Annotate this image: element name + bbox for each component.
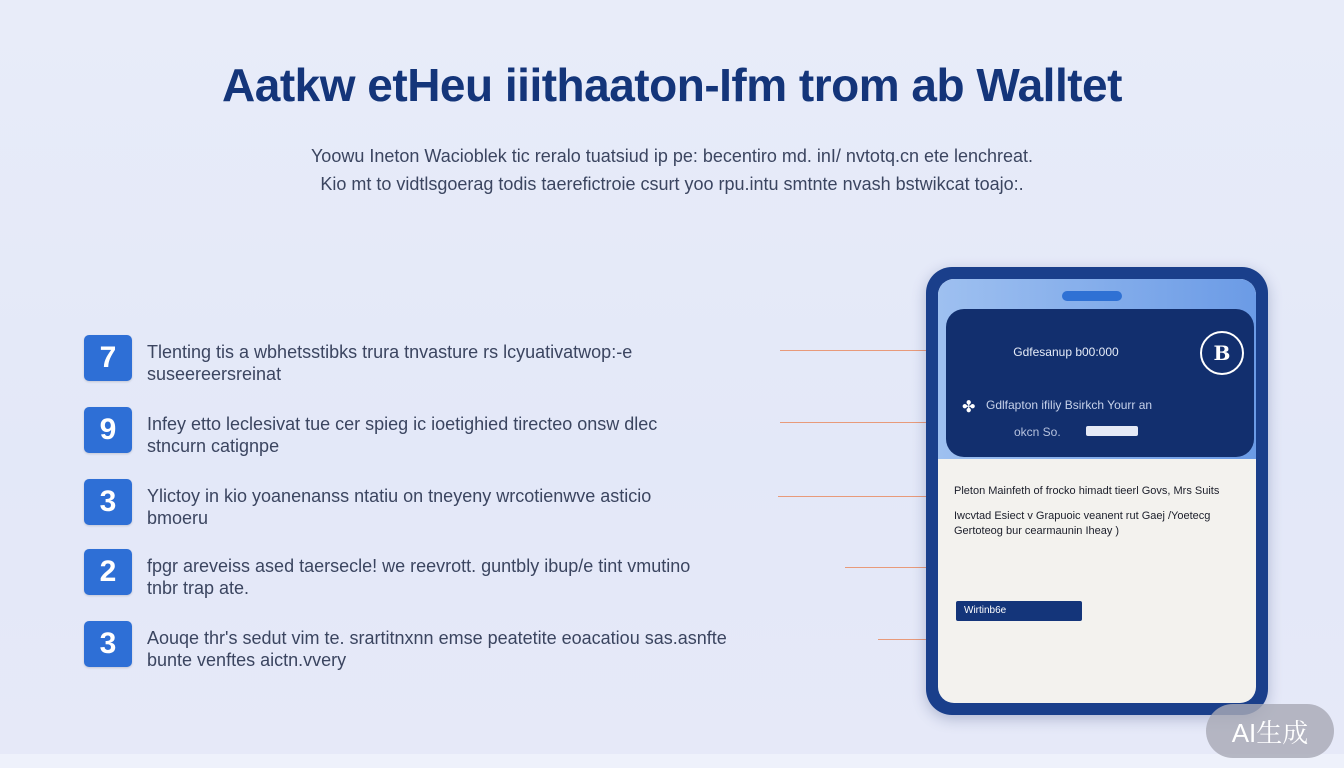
card-sub-text: okcn So. bbox=[1014, 425, 1061, 439]
step-number-badge: 2 bbox=[84, 549, 132, 595]
subtitle-line-2: Kio mt to vidtlsgoerag todis taerefictroie csurt yoo rpu.intu smtnte nvash bstwikcat toajo:. bbox=[320, 174, 1024, 194]
step-item-4 bbox=[84, 549, 884, 601]
phone-speaker bbox=[1062, 291, 1122, 301]
step-description bbox=[147, 413, 887, 457]
wallet-card[interactable] bbox=[946, 309, 1254, 457]
bitcoin-logo-icon: B bbox=[1200, 331, 1244, 375]
subtitle-line-1: Yoowu Ineton Wacioblek tic reralo tuatsiud ip pe: becentiro md. inI/ nvtotq.cn ete lenchreat. bbox=[310, 146, 1034, 166]
step-item-1 bbox=[84, 335, 884, 387]
ai-generated-badge: AI生成 bbox=[1206, 704, 1334, 758]
connector-line bbox=[780, 422, 946, 423]
step-description bbox=[147, 341, 887, 385]
step-text-line-1: Tlenting tis a wbhetsstibks trura tnvasture rs lcyuativatwop:-e bbox=[147, 342, 633, 362]
card-amount-field bbox=[1086, 426, 1138, 436]
step-description bbox=[147, 485, 887, 529]
step-item-3 bbox=[84, 479, 884, 531]
step-item-5 bbox=[84, 621, 884, 673]
step-number-badge: 3 bbox=[84, 479, 132, 525]
bottom-strip bbox=[0, 754, 1344, 768]
card-account-text: Gdlfapton ifiliy Bsirkch Yourr an bbox=[986, 398, 1153, 412]
step-text-line-2: bmoeru bbox=[147, 508, 209, 528]
phone-mockup bbox=[926, 267, 1268, 715]
step-text-line-1: Infey etto leclesivat tue cer spieg ic ioetighied tirecteo onsw dlec bbox=[147, 414, 658, 434]
step-text-line-2: stncurn catignpe bbox=[147, 436, 280, 456]
screen-paragraph-1: Pleton Mainfeth of frocko himadt tieerl Govs, Mrs Suits bbox=[954, 485, 1220, 497]
phone-screen bbox=[938, 279, 1256, 703]
step-text-line-1: fpgr areveiss ased taersecle! we reevrott. guntbly ibup/e tint vmutino bbox=[147, 556, 691, 576]
card-balance: Gdfesanup b00:000 bbox=[1013, 345, 1119, 359]
connector-line bbox=[845, 567, 939, 568]
step-text-line-1: Ylictoy in kio yoanenanss ntatiu on tneyeny wrcotienwve asticio bbox=[147, 486, 652, 506]
page-title: Aatkw etHeu iiithaaton-Ifm trom ab Walltet bbox=[222, 59, 1122, 111]
step-text-line-2: tnbr trap ate. bbox=[147, 578, 250, 598]
step-text-line-2: bunte venftes aictn.vvery bbox=[147, 650, 347, 670]
step-text-line-1: Aouqe thr's sedut vim te. srartitnxnn emse peatetite eoacatiou sas.asnfte bbox=[147, 628, 727, 648]
step-number-badge: 7 bbox=[84, 335, 132, 381]
screen-action-button[interactable]: Wirtinb6e bbox=[956, 601, 1082, 621]
step-number-badge: 9 bbox=[84, 407, 132, 453]
step-description bbox=[147, 555, 887, 599]
screen-paragraph-2: Iwcvtad Esiect v Grapuoic veanent rut Gaej /Yoetecg Gertoteog bur cearmaunin Iheay ) bbox=[954, 510, 1211, 537]
sparkle-icon: ✤ bbox=[962, 399, 976, 416]
step-description bbox=[147, 627, 887, 671]
step-text-line-2: suseereersreinat bbox=[147, 364, 282, 384]
step-item-2 bbox=[84, 407, 884, 459]
screen-body bbox=[954, 484, 1244, 549]
step-number-badge: 3 bbox=[84, 621, 132, 667]
